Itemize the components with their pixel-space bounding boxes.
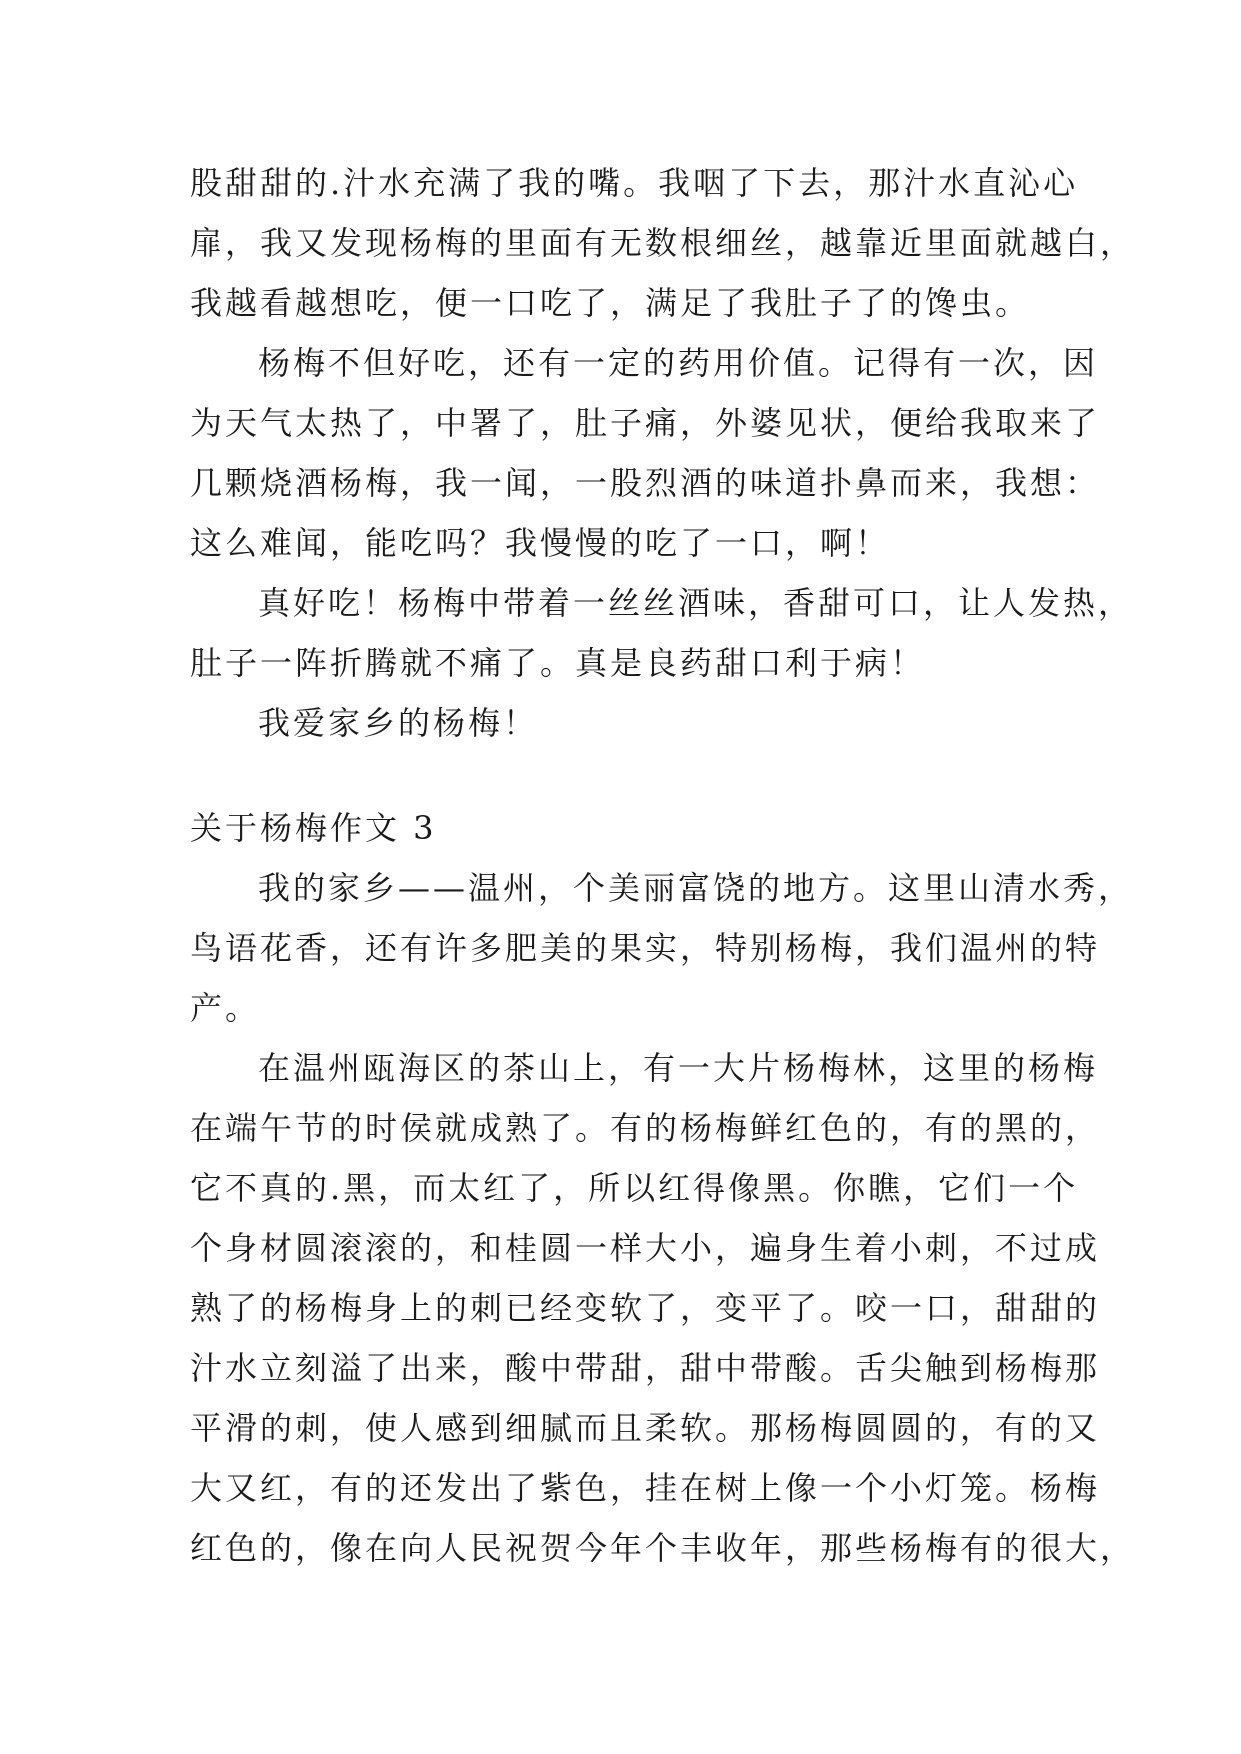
top-section [190,153,1136,753]
paragraph-line: 我的家乡——温州，个美丽富饶的地方。这里山清水秀， [258,869,1134,907]
bottom-section [190,858,1136,1578]
paragraph-line: 在温州瓯海区的茶山上，有一大片杨梅林，这里的杨梅 [258,1049,1099,1087]
paragraph-line: 个身材圆滚滚的，和桂圆一样大小，遍身生着小刺，不过成 [190,1229,1101,1267]
paragraph-line: 我越看越想吃，便一口吃了，满足了我肚子了的馋虫。 [190,284,1031,322]
section-heading-block [190,798,1070,858]
paragraph-line: 这么难闻，能吃吗？我慢慢的吃了一口，啊！ [190,524,891,562]
paragraph-line: 扉，我又发现杨梅的里面有无数根细丝，越靠近里面就越白， [190,224,1136,262]
paragraph-line: 为天气太热了，中署了，肚子痛，外婆见状，便给我取来了 [190,404,1101,442]
paragraph-line: 鸟语花香，还有许多肥美的果实，特别杨梅，我们温州的特 [190,929,1101,967]
paragraph-line: 股甜甜的.汁水充满了我的嘴。我咽了下去，那汁水直沁心 [190,164,1079,202]
paragraph-line: 肚子一阵折腾就不痛了。真是良药甜口利于病！ [190,644,926,682]
paragraph-line: 我爱家乡的杨梅！ [258,704,539,742]
paragraph-line: 红色的，像在向人民祝贺今年个丰收年，那些杨梅有的很大， [190,1529,1136,1567]
paragraph-line: 大又红，有的还发出了紫色，挂在树上像一个小灯笼。杨梅 [190,1469,1101,1507]
section-heading: 关于杨梅作文 3 [190,809,437,847]
paragraph-line: 汁水立刻溢了出来，酸中带甜，甜中带酸。舌尖触到杨梅那 [190,1349,1101,1387]
paragraph-line: 在端午节的时侯就成熟了。有的杨梅鲜红色的，有的黑的， [190,1109,1101,1147]
paragraph-line: 平滑的刺，使人感到细腻而且柔软。那杨梅圆圆的，有的又 [190,1409,1101,1447]
paragraph-line: 真好吃！杨梅中带着一丝丝酒味，香甜可口，让人发热， [258,584,1134,622]
paragraph-line: 杨梅不但好吃，还有一定的药用价值。记得有一次，因 [258,344,1099,382]
paragraph-line: 产。 [190,989,261,1027]
paragraph-line: 几颗烧酒杨梅，我一闻，一股烈酒的味道扑鼻而来，我想： [190,464,1101,502]
paragraph-line: 熟了的杨梅身上的刺已经变软了，变平了。咬一口，甜甜的 [190,1289,1101,1327]
paragraph-line: 它不真的.黑，而太红了，所以红得像黑。你瞧，它们一个 [190,1169,1079,1207]
